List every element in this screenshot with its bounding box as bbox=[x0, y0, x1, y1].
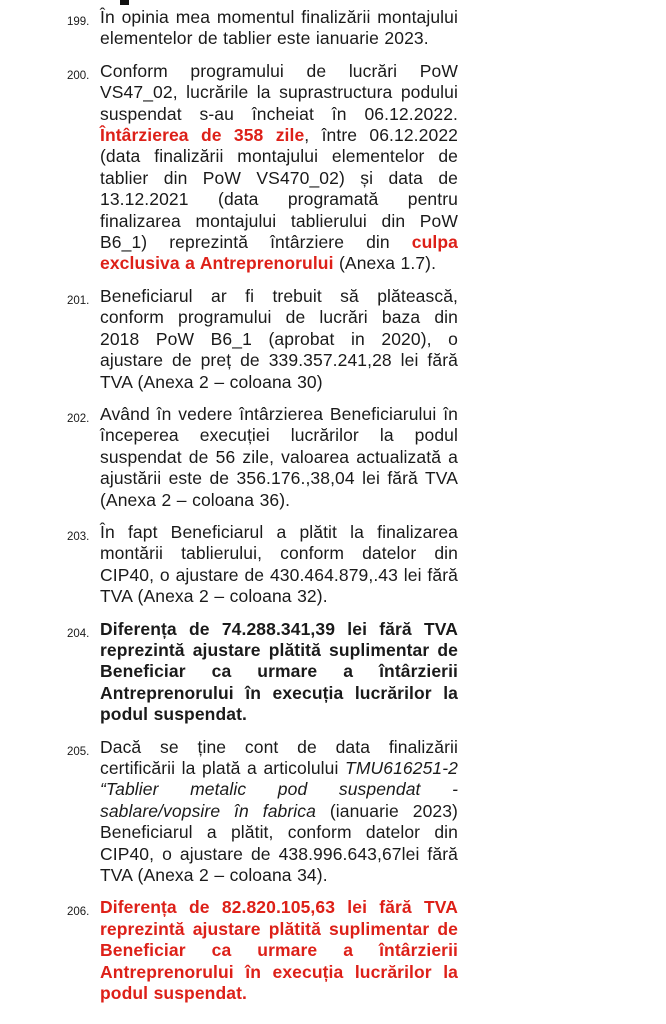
text-run-italic: TMU616251-2 “Tablier metalic pod suspendat - sablare/vopsire în fabrica bbox=[100, 758, 458, 821]
list-item bbox=[67, 7, 458, 50]
text-run-normal: Conform programului de lucrări PoW VS47_02, lucrările la suprastructura podului suspendat s-au încheiat în 06.12.2022. bbox=[100, 60, 458, 124]
text-run-normal: Având în vedere întârzierea Beneficiarului în începerea execuției lucrărilor la podul suspendat de 56 zile, valoarea actualizată a ajustării este de 356.176.,38,04 lei fără TVA (Anexa 2 – coloana 36). bbox=[100, 403, 458, 510]
item-number: 199. bbox=[67, 16, 90, 28]
text-run-normal: În fapt Beneficiarul a plătit la finalizarea montării tablierului, conform datelor din CIP40, o ajustare de 430.464.879,.43 lei fără TVA (Anexa 2 – coloana 32). bbox=[100, 521, 458, 607]
item-number: 202. bbox=[67, 412, 90, 425]
item-number: 203. bbox=[67, 530, 90, 543]
text-run-normal: Beneficiarul ar fi trebuit să plătească, conform programului de lucrări baza din 2018 PoW B6_1 (aprobat in 2020), o ajustare de preț de 339.357.241,28 lei fără TVA (Anexa 2 – coloana 30) bbox=[100, 285, 458, 392]
text-run-normal: În opinia mea momentul finalizării montajului elementelor de tablier este ianuarie 2023. bbox=[100, 7, 458, 49]
text-run-normal: (Anexa 1.7). bbox=[333, 253, 437, 274]
list-item bbox=[67, 521, 458, 608]
text-run-redbold: Întârzierea de 358 zile bbox=[100, 125, 305, 146]
item-number: 206. bbox=[67, 906, 90, 919]
item-number: 200. bbox=[67, 69, 90, 82]
item-number: 201. bbox=[67, 294, 90, 307]
list-item bbox=[67, 403, 458, 511]
list-item bbox=[67, 897, 458, 1004]
text-run-redbold: Diferența de 82.820.105,63 lei fără TVA reprezintă ajustare plătită suplimentar de Beneficiar ca urmare a întârzierii Antreprenorului în execuția lucrărilor la podul suspendat. bbox=[100, 897, 458, 1004]
text-run-normal: , între 06.12.2022 (data finalizării montajului elementelor de tablier din PoW VS470_02) și data de 13.12.2021 (data programată pentru finalizarea montajului tablierului din PoW B6_1) reprezintă întârziere din bbox=[100, 125, 458, 253]
list-item bbox=[67, 285, 458, 393]
item-number: 205. bbox=[67, 745, 90, 758]
cutoff-text-fragment bbox=[120, 0, 129, 5]
text-run-bold: Diferența de 74.288.341,39 lei fără TVA reprezintă ajustare plătită suplimentar de Beneficiar ca urmare a întârzierii Antreprenorului în execuția lucrărilor la podul suspendat. bbox=[100, 618, 458, 725]
item-number: 204. bbox=[67, 627, 90, 640]
numbered-list bbox=[67, 7, 458, 1004]
text-run-normal: Dacă se ține cont de data finalizării certificării la plată a articolului bbox=[100, 736, 458, 778]
list-item bbox=[67, 736, 458, 887]
text-run-redbold: culpa exclusiva a Antreprenorului bbox=[100, 232, 458, 274]
list-item bbox=[67, 60, 458, 275]
list-item bbox=[67, 618, 458, 726]
text-run-normal: (ianuarie 2023) Beneficiarul a plătit, conform datelor din CIP40, o ajustare de 438.996.643,67lei fără TVA (Anexa 2 – coloana 34). bbox=[100, 800, 458, 886]
